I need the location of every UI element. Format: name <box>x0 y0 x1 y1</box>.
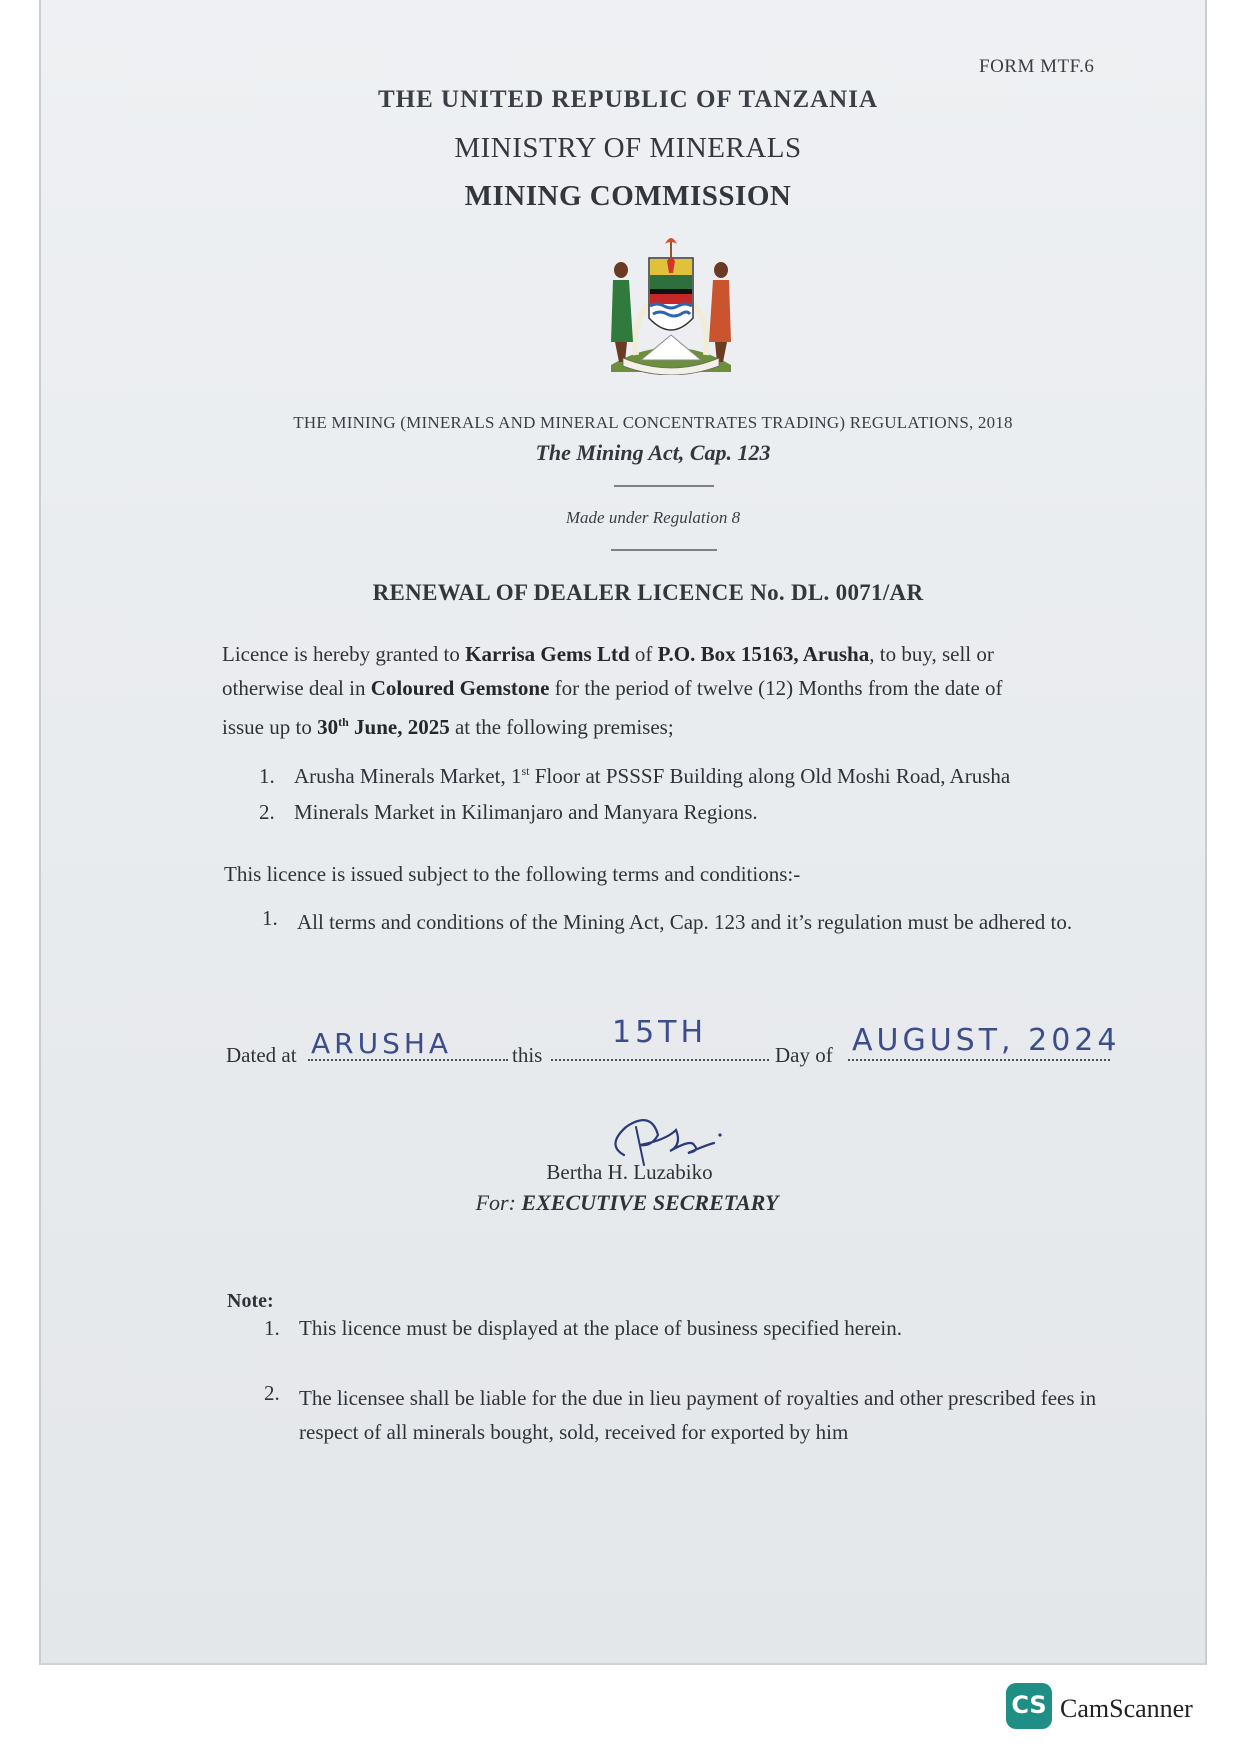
handwritten-place: ARUSHA <box>311 1027 453 1060</box>
divider <box>611 549 717 551</box>
signatory-title <box>41 1190 1205 1216</box>
expiry-day: 30 <box>317 715 339 739</box>
list-number: 2. <box>259 800 275 824</box>
grant-text: issue up to <box>222 715 318 739</box>
form-number: FORM MTF.6 <box>979 56 1095 77</box>
dated-line <box>226 1015 1156 1073</box>
handwritten-month-year: AUGUST, 2024 <box>852 1023 1121 1058</box>
licence-document <box>39 0 1207 1665</box>
list-number: 1. <box>264 1316 280 1340</box>
commodity: Coloured Gemstone <box>370 676 550 700</box>
country-heading: THE UNITED REPUBLIC OF TANZANIA <box>377 86 879 113</box>
licence-title: RENEWAL OF DEALER LICENCE No. DL. 0071/AR <box>372 580 924 605</box>
ordinal-suffix: st <box>521 764 530 778</box>
for-label: For: <box>475 1190 522 1215</box>
divider <box>614 485 714 487</box>
condition-text: All terms and conditions of the Mining Act, Cap. 123 and it’s regulation must be adhered to. <box>297 910 1073 934</box>
expiry-day-suffix: th <box>338 715 349 729</box>
regulations-title: THE MINING (MINERALS AND MINERAL CONCENTRATES TRADING) REGULATIONS, 2018 <box>293 413 1013 432</box>
list-number: 1. <box>262 906 278 930</box>
this-label: this <box>512 1043 543 1067</box>
grant-text: Licence is hereby granted to <box>222 642 466 666</box>
grant-text: otherwise deal in <box>222 676 371 700</box>
dotted-fill-line <box>848 1059 1110 1061</box>
camscanner-logo-icon: CS <box>1006 1683 1052 1729</box>
act-reference: The Mining Act, Cap. 123 <box>535 440 771 465</box>
grantee-address: P.O. Box 15163, Arusha <box>657 642 870 666</box>
premises-text-part: Floor at PSSSF Building along Old Moshi Road, Arusha <box>529 764 1011 788</box>
grant-text: , to buy, sell or <box>869 642 994 666</box>
handwritten-day: 15TH <box>612 1015 708 1050</box>
made-under-regulation: Made under Regulation 8 <box>565 508 741 527</box>
grantee-name: Karrisa Gems Ltd <box>465 642 630 666</box>
grant-text: at the following premises; <box>449 715 674 739</box>
grant-paragraph <box>222 637 1122 744</box>
ministry-heading: MINISTRY OF MINERALS <box>454 132 802 164</box>
coat-of-arms-emblem <box>601 230 741 375</box>
camscanner-watermark: CamScanner <box>1060 1694 1193 1723</box>
note-label: Note: <box>227 1290 274 1312</box>
grant-line-3 <box>222 705 1122 744</box>
dated-at-label: Dated at <box>226 1043 297 1067</box>
grant-text: for the period of twelve (12) Months from the date of <box>549 676 1003 700</box>
premises-text-part: Arusha Minerals Market, 1 <box>294 764 522 788</box>
premises-text: Minerals Market in Kilimanjaro and Manyara Regions. <box>294 800 758 824</box>
day-of-label: Day of <box>775 1043 833 1067</box>
grant-text: of <box>629 642 658 666</box>
premises-text <box>294 764 1010 789</box>
signatory-name: Bertha H. Luzabiko <box>546 1160 713 1184</box>
list-number: 2. <box>264 1381 280 1405</box>
note-text: This licence must be displayed at the place of business specified herein. <box>299 1316 902 1340</box>
list-number: 1. <box>259 764 275 788</box>
executive-secretary-title: EXECUTIVE SECRETARY <box>521 1190 779 1215</box>
expiry-month-year: June, 2025 <box>348 715 450 739</box>
grant-line-2 <box>222 671 1122 705</box>
conditions-intro: This licence is issued subject to the following terms and conditions:- <box>224 862 801 886</box>
note-text: The licensee shall be liable for the due in lieu payment of royalties and other prescribed fees in respect of all minerals bought, sold, received for exported by him <box>299 1386 1097 1444</box>
commission-heading: MINING COMMISSION <box>464 180 792 212</box>
dotted-fill-line <box>551 1059 769 1061</box>
expiry-date <box>317 715 450 739</box>
grant-line-1 <box>222 637 1122 671</box>
